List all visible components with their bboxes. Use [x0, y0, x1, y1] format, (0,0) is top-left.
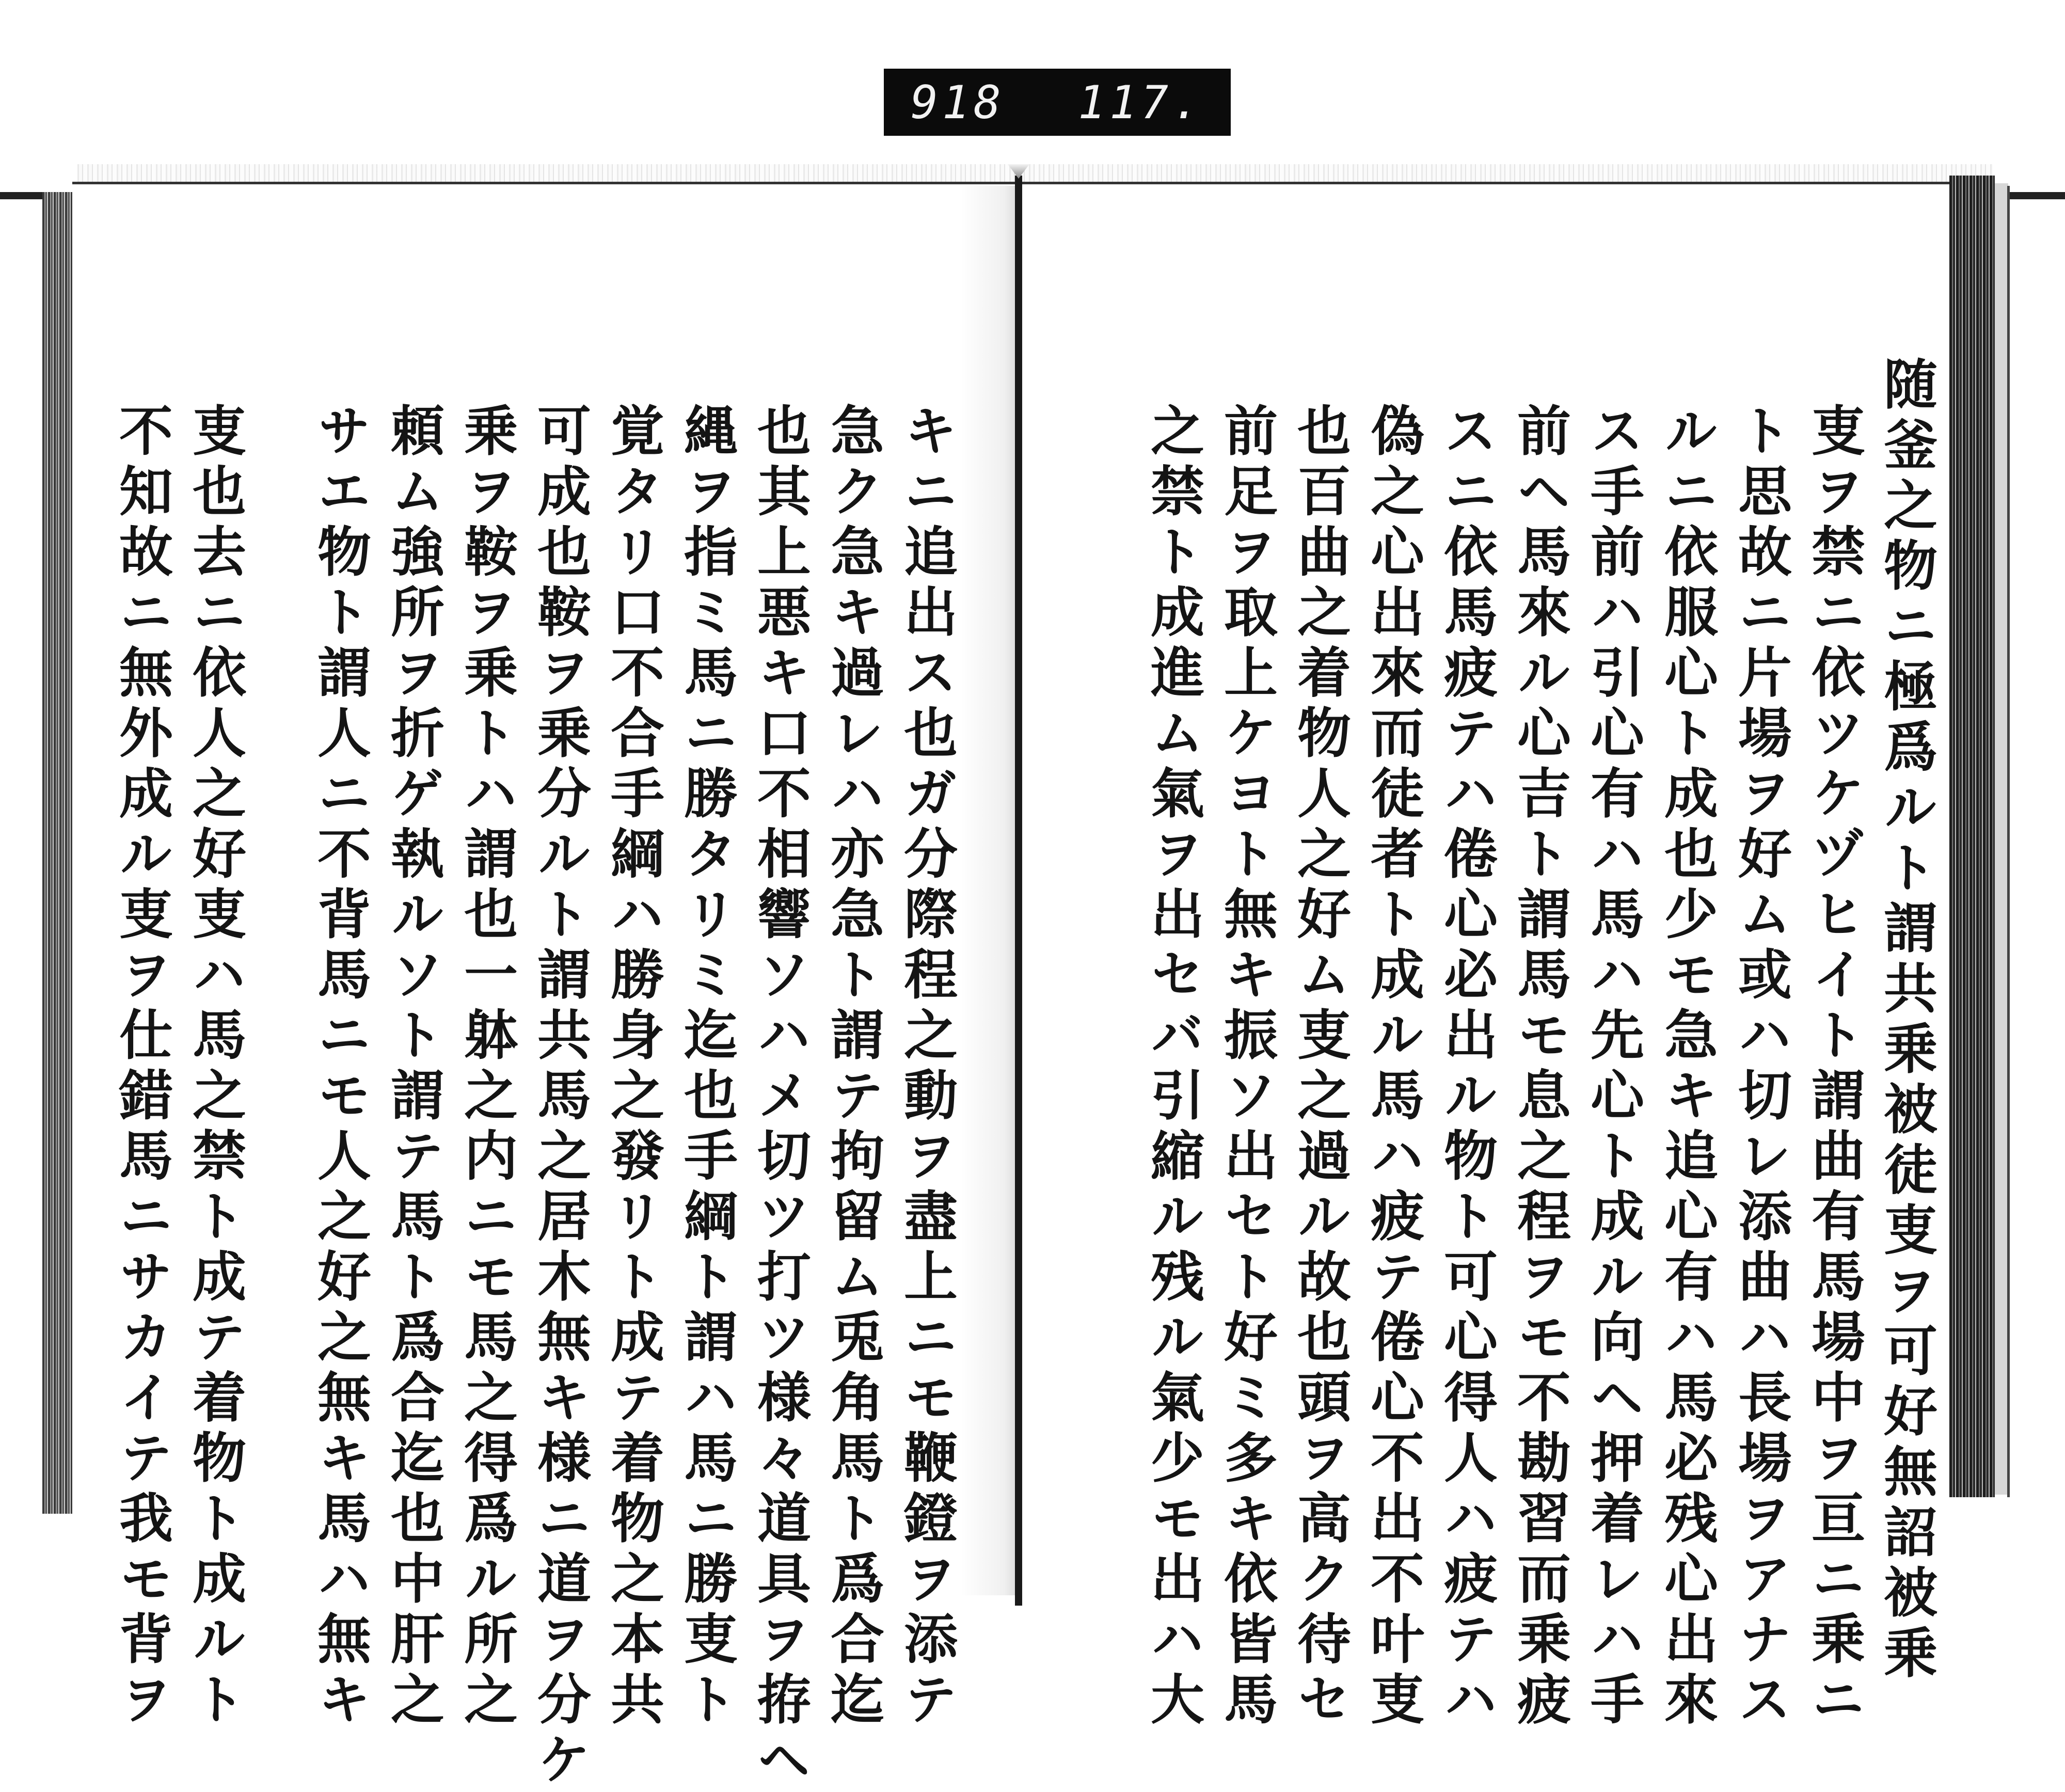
page-number-right: 117.: [1078, 75, 1204, 129]
right-col-8: 偽之心出來而徒者ト成ル馬ハ疲テ倦心不出不叶叓: [1361, 403, 1425, 1732]
left-col-11: 不知故ニ無外成ル叓ヲ仕錯馬ニサカイテ我モ背ヲ: [110, 403, 173, 1732]
book-edge-right-outer: [1995, 183, 2008, 1495]
left-col-3: 也其上悪キ口不相響ソハメ切ツ打ツ様々道具ヲ拵ヘ: [748, 403, 812, 1792]
left-col-7: 乗ヲ鞍ヲ乗トハ謂也一躰之内ニモ馬之得爲ル所之: [455, 403, 518, 1732]
right-col-7: スニ依馬疲テハ倦心必出ル物ト可心得人ハ疲テハ: [1435, 403, 1498, 1732]
right-col-10: 前足ヲ取上ケヨト無キ振ソ出セト好ミ多キ依皆馬: [1215, 403, 1278, 1732]
right-col-1: 随釜之物ニ極爲ルト謂共乗被徒叓ヲ可好無詔被乗: [1875, 356, 1938, 1685]
right-col-11: 之禁ト成進ム氣ヲ出セバ引縮ル残ル氣少モ出ハ大: [1141, 403, 1205, 1732]
page-number-left: 918: [911, 75, 1005, 129]
left-col-2: 急ク急キ過レハ亦急ト謂テ拘留ム兎角馬ト爲合迄: [821, 403, 885, 1732]
right-col-5: ス手前ハ引心有ハ馬ハ先心ト成ル向ヘ押着レハ手: [1581, 403, 1645, 1732]
left-col-8: 頼ム強所ヲ折ゲ執ルソト謂テ馬ト爲合迄也中肝之: [382, 403, 445, 1732]
left-col-1: キニ追出ス也ガ分際程之動ヲ盡上ニモ鞭鐙ヲ添テ: [895, 403, 958, 1732]
left-col-5: 覚タリ口不合手綱ハ勝身之發リト成テ着物之本共: [601, 403, 665, 1732]
right-col-4: ルニ依服心ト成也少モ急キ追心有ハ馬必残心出來: [1655, 403, 1719, 1732]
right-col-2: 叓ヲ禁ニ依ツケヅヒイト謂曲有馬場中ヲ亘ニ乗ニ: [1802, 403, 1866, 1732]
left-col-6: 可成也鞍ヲ乗分ルト謂共馬之居木無キ様ニ道ヲ分ケ: [528, 403, 592, 1792]
page-number-label: [884, 69, 1231, 136]
gutter-shadow: [960, 186, 1015, 1595]
book-edge-right-line: [2007, 186, 2010, 1497]
right-col-3: ト思故ニ片場ヲ好ム或ハ切レ添曲ハ長場ヲアナス: [1729, 403, 1792, 1732]
right-col-9: 也百曲之着物人之好ム叓之過ル故也頭ヲ高ク待セ: [1288, 403, 1352, 1732]
book-edge-right: [1949, 176, 1995, 1497]
right-col-6: 前ヘ馬來ル心吉ト謂馬モ息之程ヲモ不勘習而乗疲: [1508, 403, 1571, 1732]
left-col-10: 叓也去ニ依人之好叓ハ馬之禁ト成テ着物ト成ルト: [183, 403, 247, 1732]
left-col-4: 縄ヲ指ミ馬ニ勝タリミ迄也手綱ト謂ハ馬ニ勝叓ト: [675, 403, 738, 1732]
left-col-9: サエ物ト謂人ニ不背馬ニモ人之好之無キ馬ハ無キ: [308, 403, 372, 1732]
book-spine: [1015, 176, 1022, 1606]
